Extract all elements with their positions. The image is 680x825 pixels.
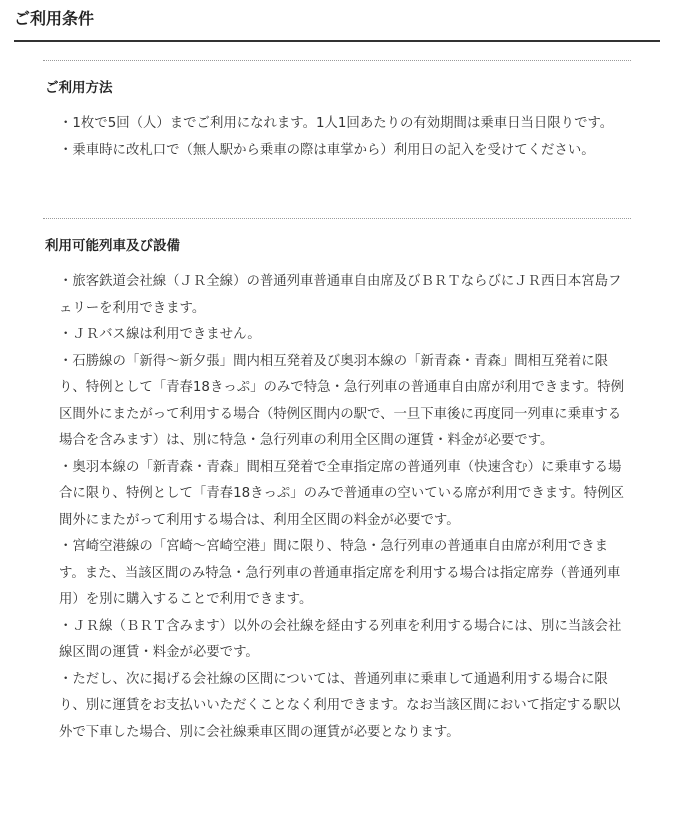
section-title: 利用可能列車及び設備 (45, 238, 180, 254)
section-available-trains (43, 218, 631, 754)
section-title: ご利用方法 (45, 80, 113, 96)
section-usage-method (43, 60, 631, 218)
list-item: ・旅客鉄道会社線（ＪＲ全線）の普通列車普通車自由席及びＢＲＴならびにＪＲ西日本宮島フェリーを利用できます。 (59, 274, 622, 316)
page-header (14, 0, 660, 42)
page-title: ご利用条件 (14, 9, 95, 28)
conditions-content (43, 60, 631, 754)
usage-list (43, 111, 631, 164)
list-item: ・ただし、次に掲げる会社線の区間については、普通列車に乗車して通過利用する場合に限り、別に運賃をお支払いいただくことなく利用できます。なお当該区間において指定する駅以外で下車した場合、別に会社線乗車区間の運賃が必要となります。 (59, 671, 621, 740)
list-item: ・奥羽本線の「新青森・青森」間相互発着で全車指定席の普通列車（快速含む）に乗車する場合に限り、特例として「青春18きっぷ」のみで普通車の空いている席が利用できます。特例区間外にまたがって利用する場合は、利用全区間の料金が必要です。 (59, 459, 624, 528)
trains-list (43, 269, 631, 746)
list-item: ・ＪＲバス線は利用できません。 (59, 327, 261, 342)
list-item: ・ＪＲ線（ＢＲＴ含みます）以外の会社線を経由する列車を利用する場合には、別に当該会社線区間の運賃・料金が必要です。 (59, 618, 622, 660)
list-item: ・乗車時に改札口で（無人駅から乗車の際は車掌から）利用日の記入を受けてください。 (59, 142, 595, 158)
list-item: ・宮崎空港線の「宮崎～宮崎空港」間に限り、特急・急行列車の普通車自由席が利用できます。また、当該区間のみ特急・急行列車の普通車指定席を利用する場合は指定席券（普通列車用）を別に購入することで利用できます。 (59, 539, 621, 607)
list-item: ・石勝線の「新得～新夕張」間内相互発着及び奥羽本線の「新青森・青森」間相互発着に限り、特例として「青春18きっぷ」のみで特急・急行列車の普通車自由席が利用できます。特例区間外にまたがって利用する場合（特例区間内の駅で、一旦下車後に再度同一列車に乗車する場合を含みます）は、別に特急・急行列車の利用全区間の運賃・料金が必要です。 (59, 353, 624, 448)
list-item: ・1枚で5回（人）までご利用になれます。1人1回あたりの有効期間は乗車日当日限りです。 (59, 116, 614, 131)
